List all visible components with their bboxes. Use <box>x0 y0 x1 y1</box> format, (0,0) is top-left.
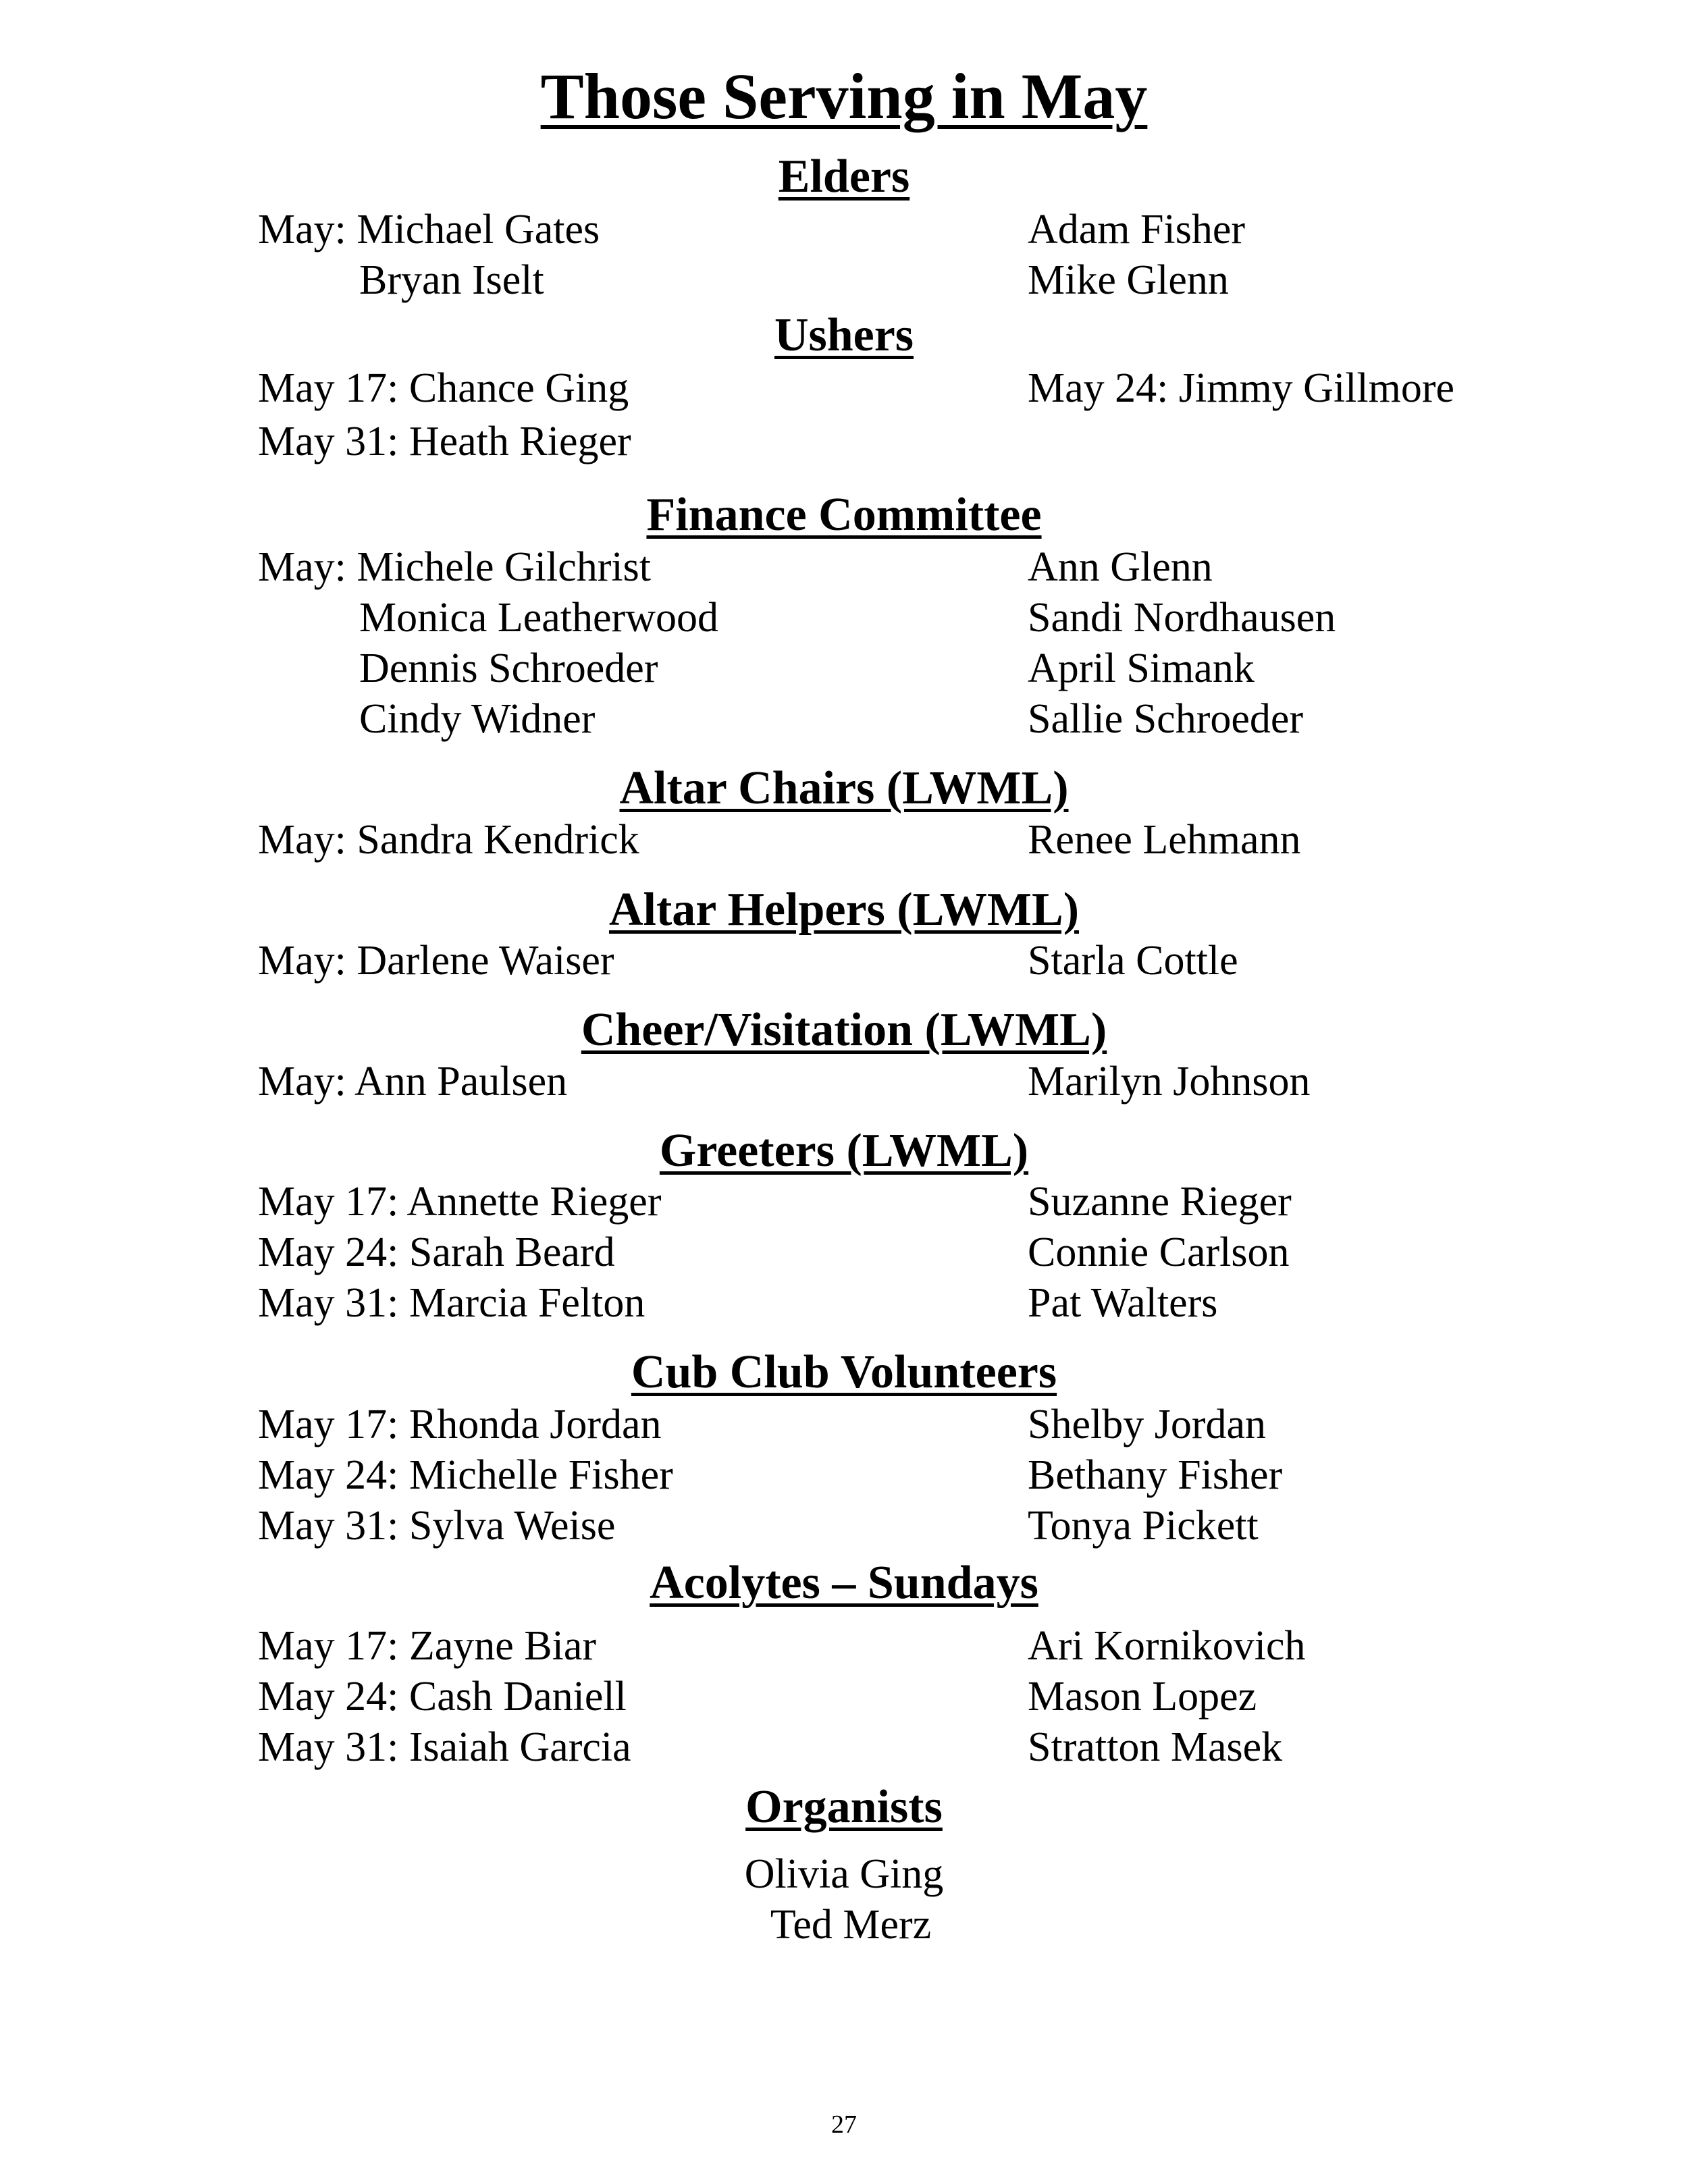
organist-name: Olivia Ging <box>744 1851 944 1897</box>
altar-chairs-right: Renee Lehmann <box>1028 817 1301 863</box>
finance-row-right: April Simank <box>1028 645 1255 691</box>
altar-helpers-left: May: Darlene Waiser <box>258 938 614 984</box>
altar-helpers-heading: Altar Helpers (LWML) <box>608 884 1080 936</box>
page-title: Those Serving in May <box>540 60 1148 132</box>
page-number: 27 <box>831 2110 857 2139</box>
acolytes-heading: Acolytes – Sundays <box>650 1557 1038 1609</box>
cub-club-row-left: May 24: Michelle Fisher <box>258 1452 673 1498</box>
cub-club-row-right: Shelby Jordan <box>1028 1402 1267 1447</box>
altar-chairs-left: May: Sandra Kendrick <box>258 817 639 863</box>
elders-row-2-left: Bryan Iselt <box>359 257 544 303</box>
finance-heading: Finance Committee <box>646 489 1042 541</box>
acolytes-row-right: Stratton Masek <box>1028 1724 1283 1770</box>
cub-club-row-right: Bethany Fisher <box>1028 1452 1283 1498</box>
greeters-row-right: Pat Walters <box>1028 1280 1218 1326</box>
acolytes-row-left: May 31: Isaiah Garcia <box>258 1724 631 1770</box>
altar-helpers-right: Starla Cottle <box>1028 938 1238 984</box>
altar-chairs-heading: Altar Chairs (LWML) <box>619 762 1069 814</box>
elders-row-1-left: May: Michael Gates <box>258 207 600 252</box>
ushers-heading: Ushers <box>774 309 914 361</box>
ushers-row-2-left: May 31: Heath Rieger <box>258 419 631 464</box>
ushers-row-1-right: May 24: Jimmy Gillmore <box>1028 365 1455 411</box>
cheer-heading: Cheer/Visitation (LWML) <box>581 1004 1107 1056</box>
finance-row-right: Sallie Schroeder <box>1028 696 1304 742</box>
finance-row-left: Dennis Schroeder <box>359 645 658 691</box>
finance-row-left: Cindy Widner <box>359 696 596 742</box>
finance-row-right: Sandi Nordhausen <box>1028 595 1336 641</box>
greeters-heading: Greeters (LWML) <box>659 1125 1029 1177</box>
greeters-row-right: Suzanne Rieger <box>1028 1179 1292 1225</box>
cub-club-heading: Cub Club Volunteers <box>631 1346 1057 1398</box>
finance-row-left: Monica Leatherwood <box>359 595 718 641</box>
acolytes-row-right: Ari Kornikovich <box>1028 1623 1306 1669</box>
finance-row-right: Ann Glenn <box>1028 544 1213 590</box>
organists-heading: Organists <box>745 1781 943 1833</box>
cub-club-row-left: May 31: Sylva Weise <box>258 1503 616 1549</box>
cub-club-row-right: Tonya Pickett <box>1028 1503 1259 1549</box>
elders-heading: Elders <box>778 151 910 203</box>
acolytes-row-right: Mason Lopez <box>1028 1674 1257 1720</box>
greeters-row-left: May 24: Sarah Beard <box>258 1229 615 1275</box>
acolytes-row-left: May 17: Zayne Biar <box>258 1623 597 1669</box>
greeters-row-left: May 31: Marcia Felton <box>258 1280 645 1326</box>
cub-club-row-left: May 17: Rhonda Jordan <box>258 1402 662 1447</box>
finance-row-left: May: Michele Gilchrist <box>258 544 651 590</box>
acolytes-row-left: May 24: Cash Daniell <box>258 1674 627 1720</box>
greeters-row-left: May 17: Annette Rieger <box>258 1179 662 1225</box>
ushers-row-1-left: May 17: Chance Ging <box>258 365 629 411</box>
elders-row-1-right: Adam Fisher <box>1028 207 1246 252</box>
organist-name: Ted Merz <box>770 1902 932 1948</box>
greeters-row-right: Connie Carlson <box>1028 1229 1290 1275</box>
elders-row-2-right: Mike Glenn <box>1028 257 1229 303</box>
cheer-right: Marilyn Johnson <box>1028 1059 1311 1104</box>
cheer-left: May: Ann Paulsen <box>258 1059 568 1104</box>
